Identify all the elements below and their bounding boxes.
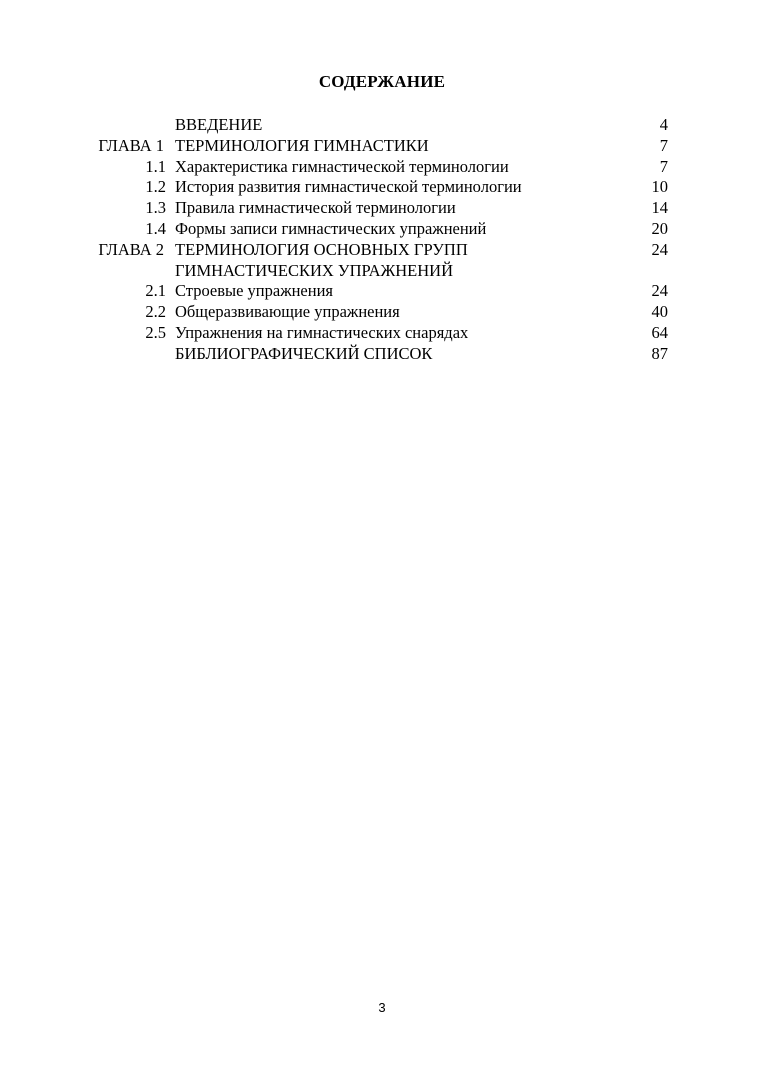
toc-entry-page: 64 (651, 322, 668, 342)
toc-entry-number: 1.3 (145, 198, 166, 218)
toc-entry-page: 87 (651, 343, 668, 363)
toc-entry-number: 1.1 (145, 156, 166, 176)
toc-entry-page: 20 (651, 218, 668, 238)
toc-entry-page: 24 (651, 239, 668, 259)
toc-entry (0, 115, 764, 136)
toc-entry-page: 24 (651, 281, 668, 301)
toc-entry-page: 40 (651, 302, 668, 322)
toc-entry-title: ГИМНАСТИЧЕСКИХ УПРАЖНЕНИЙ (175, 260, 454, 280)
toc-entry (0, 219, 764, 240)
toc-entry-page: 4 (659, 115, 668, 134)
toc-entry-page: 10 (651, 177, 668, 197)
toc-entry (0, 240, 764, 261)
toc-entry-title: ВВЕДЕНИЕ (175, 115, 263, 134)
toc-entry-title: Характеристика гимнастической терминологии (175, 156, 509, 176)
toc-entry-title: Строевые упражнения (175, 281, 334, 301)
toc-entry (0, 198, 764, 219)
toc-entry (0, 323, 764, 344)
table-of-contents (0, 115, 764, 365)
toc-entry-page: 7 (659, 156, 668, 176)
toc-entry (0, 177, 764, 198)
toc-entry-number: 1.2 (145, 177, 166, 197)
toc-entry (0, 281, 764, 302)
toc-heading: СОДЕРЖАНИЕ (318, 72, 446, 91)
toc-entry-number: ГЛАВА 2 (98, 239, 164, 259)
toc-entry (0, 302, 764, 323)
page-number: 3 (378, 1000, 386, 1015)
toc-entry-title: ТЕРМИНОЛОГИЯ ГИМНАСТИКИ (175, 135, 429, 155)
toc-entry-page: 7 (659, 135, 668, 155)
toc-entry-title: БИБЛИОГРАФИЧЕСКИЙ СПИСОК (175, 343, 433, 363)
toc-entry (0, 344, 764, 365)
toc-entry (0, 136, 764, 157)
toc-entry-page: 14 (651, 198, 668, 218)
toc-entry-number: 1.4 (145, 218, 166, 238)
toc-entry-title: Общеразвивающие упражнения (175, 302, 400, 322)
toc-entry-number: 2.1 (145, 281, 166, 301)
toc-entry (0, 261, 764, 282)
toc-entry-number: 2.5 (145, 322, 166, 342)
toc-entry-number: 2.2 (145, 302, 166, 322)
toc-entry (0, 157, 764, 178)
toc-entry-title: История развития гимнастической терминологии (175, 177, 522, 197)
toc-entry-title: Правила гимнастической терминологии (175, 198, 456, 218)
toc-entry-number: ГЛАВА 1 (98, 135, 164, 155)
toc-entry-title: Упражнения на гимнастических снарядах (175, 322, 469, 342)
toc-entry-title: Формы записи гимнастических упражнений (175, 218, 487, 238)
toc-entry-title: ТЕРМИНОЛОГИЯ ОСНОВНЫХ ГРУПП (175, 239, 468, 259)
